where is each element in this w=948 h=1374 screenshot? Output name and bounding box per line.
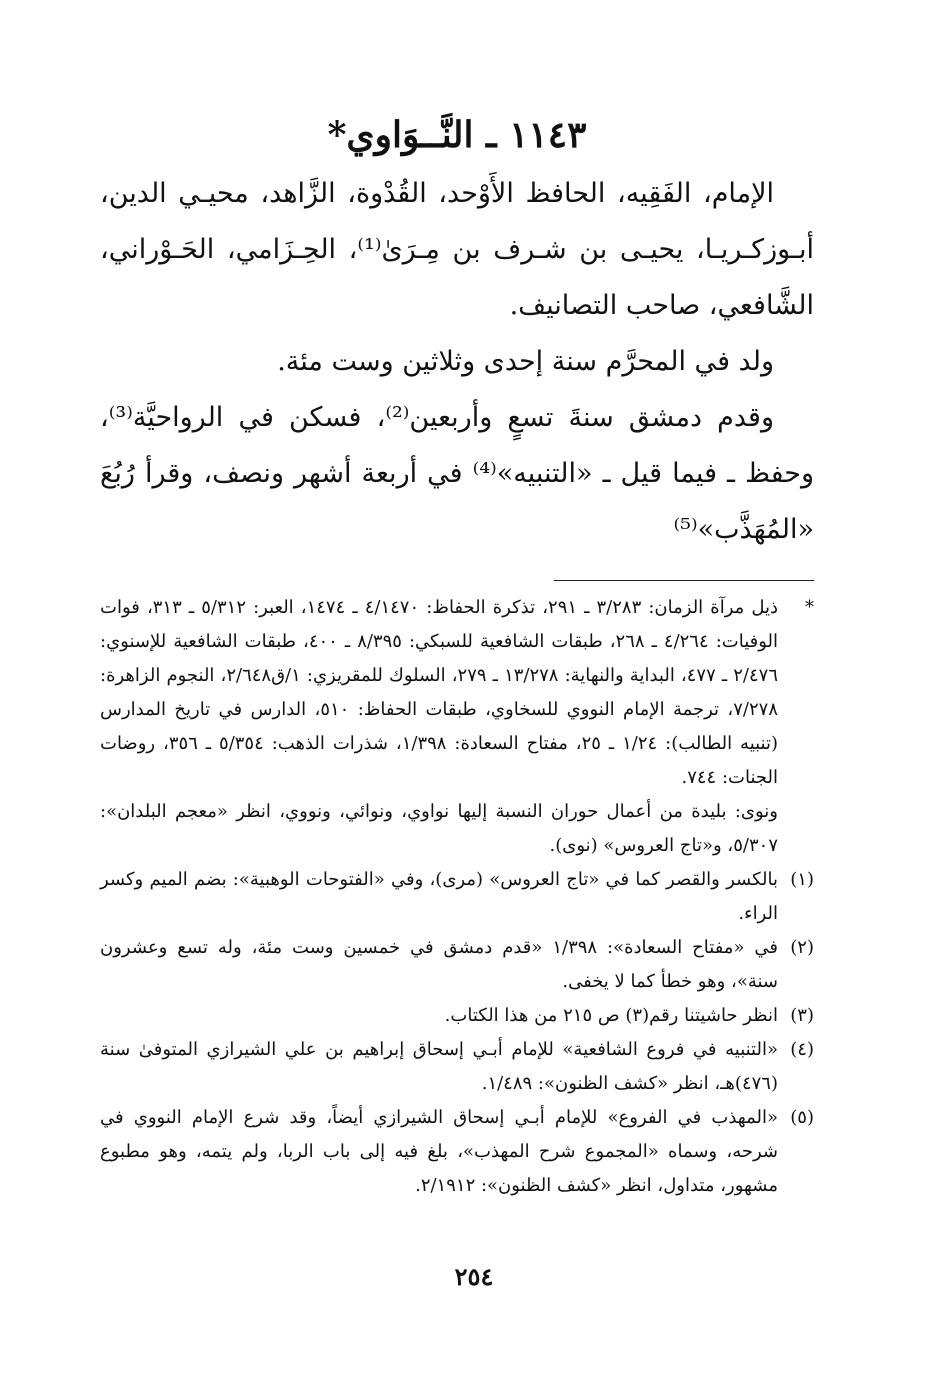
page-number: ٢٥٤ xyxy=(454,1262,494,1291)
footnote-mark: (٤) xyxy=(790,1039,814,1060)
footnote-text: بالكسر والقصر كما في «تاج العروس» (مرى)، وفي «الفتوحات الوهبية»: بضم الميم وكسر الراء. xyxy=(100,869,778,924)
page-body xyxy=(100,112,814,1203)
footnote-4 xyxy=(100,1033,814,1101)
footnote-mark: (٥) xyxy=(790,1107,814,1128)
footnote-1 xyxy=(100,863,814,931)
footnote-divider xyxy=(554,580,814,581)
main-text xyxy=(100,166,814,558)
footnote-text: ونوى: بليدة من أعمال حوران النسبة إليها نواوي، ونوائي، ونووي، انظر «معجم البلدان»: ٥/٣٠٧، و«تاج العروس» (نوى). xyxy=(100,801,778,856)
paragraph-intro: الإمام، الفَقِيه، الحافظ الأَوْحد، القُدْوة، الزَّاهد، محيـي الدين، أبـوزكـريـا، يحيـى بن شـرف بن مِـرَىٰ⁽¹⁾، الحِـزَامي، الحَـوْراني، الشَّافعي، صاحب التصانيف. xyxy=(100,178,814,321)
footnote-mark: (٢) xyxy=(790,937,814,958)
entry-title: ١١٤٣ ـ النَّــوَاوي* xyxy=(327,114,587,156)
footnote-sources xyxy=(100,591,814,795)
footnote-2 xyxy=(100,931,814,999)
paragraph-arrival: وقدم دمشق سنةَ تسعٍ وأربعين⁽²⁾، فسكن في الرواحيَّة⁽³⁾، وحفظ ـ فيما قيل ـ «التنبيه»⁽⁴⁾ في أربعة أشهر ونصف، وقرأ رُبُعَ «المُهَذَّب»⁽⁵⁾ xyxy=(100,402,814,545)
footnote-mark: (١) xyxy=(790,869,814,890)
paragraph-birth: ولد في المحرَّم سنة إحدى وثلاثين وست مئة. xyxy=(277,346,774,377)
footnote-nawa xyxy=(100,795,814,863)
footnotes xyxy=(100,591,814,1203)
footnote-text: انظر حاشيتنا رقم(٣) ص ٢١٥ من هذا الكتاب. xyxy=(444,1005,778,1026)
footnote-mark: (٣) xyxy=(790,1005,814,1026)
footnote-text: «المهذب في الفروع» للإمام أبـي إسحاق الشيرازي أيضاً، وقد شرع الإمام النووي في شرحه، وسماه «المجموع شرح المهذب»، بلغ فيه إلى باب الربا، ولم يتمه، وهو مطبوع مشهور، متداول، انظر «كشف الظنون»: ٢/١٩١٢. xyxy=(100,1107,778,1196)
footnote-3 xyxy=(100,999,814,1033)
footnote-text: ذيل مرآة الزمان: ٣/٢٨٣ ـ ٢٩١، تذكرة الحفاظ: ٤/١٤٧٠ ـ ١٤٧٤، العبر: ٥/٣١٢ ـ ٣١٣، فوات الوفيات: ٤/٢٦٤ ـ ٢٦٨، طبقات الشافعية للسبكي: ٨/٣٩٥ ـ ٤٠٠، طبقات الشافعية للإسنوي: ٢/٤٧٦ ـ ٤٧٧، البداية والنهاية: ١٣/٢٧٨ ـ ٢٧٩، السلوك للمقريزي: ١/ق٢/٦٤٨، النجوم الزاهرة: ٧/٢٧٨، ترجمة الإمام النووي للسخاوي، طبقات الحفاظ: ٥١٠، الدارس في تاريخ المدارس (تنبيه الطالب): ١/٢٤ ـ ٢٥، مفتاح السعادة: ١/٣٩٨، شذرات الذهب: ٥/٣٥٤ ـ ٣٥٦، روضات الجنات: ٧٤٤. xyxy=(100,597,779,788)
footnote-5 xyxy=(100,1101,814,1203)
footnote-text: في «مفتاح السعادة»: ١/٣٩٨ «قدم دمشق في خمسين وست مئة، وله تسع وعشرون سنة»، وهو خطأ كما لا يخفى. xyxy=(100,937,778,992)
footnote-text: «التنبيه في فروع الشافعية» للإمام أبـي إسحاق إبراهيم بن علي الشيرازي المتوفىٰ سنة (٤٧٦)هـ، انظر «كشف الظنون»: ١/٤٨٩. xyxy=(100,1039,778,1094)
footnote-mark: * xyxy=(805,597,814,618)
